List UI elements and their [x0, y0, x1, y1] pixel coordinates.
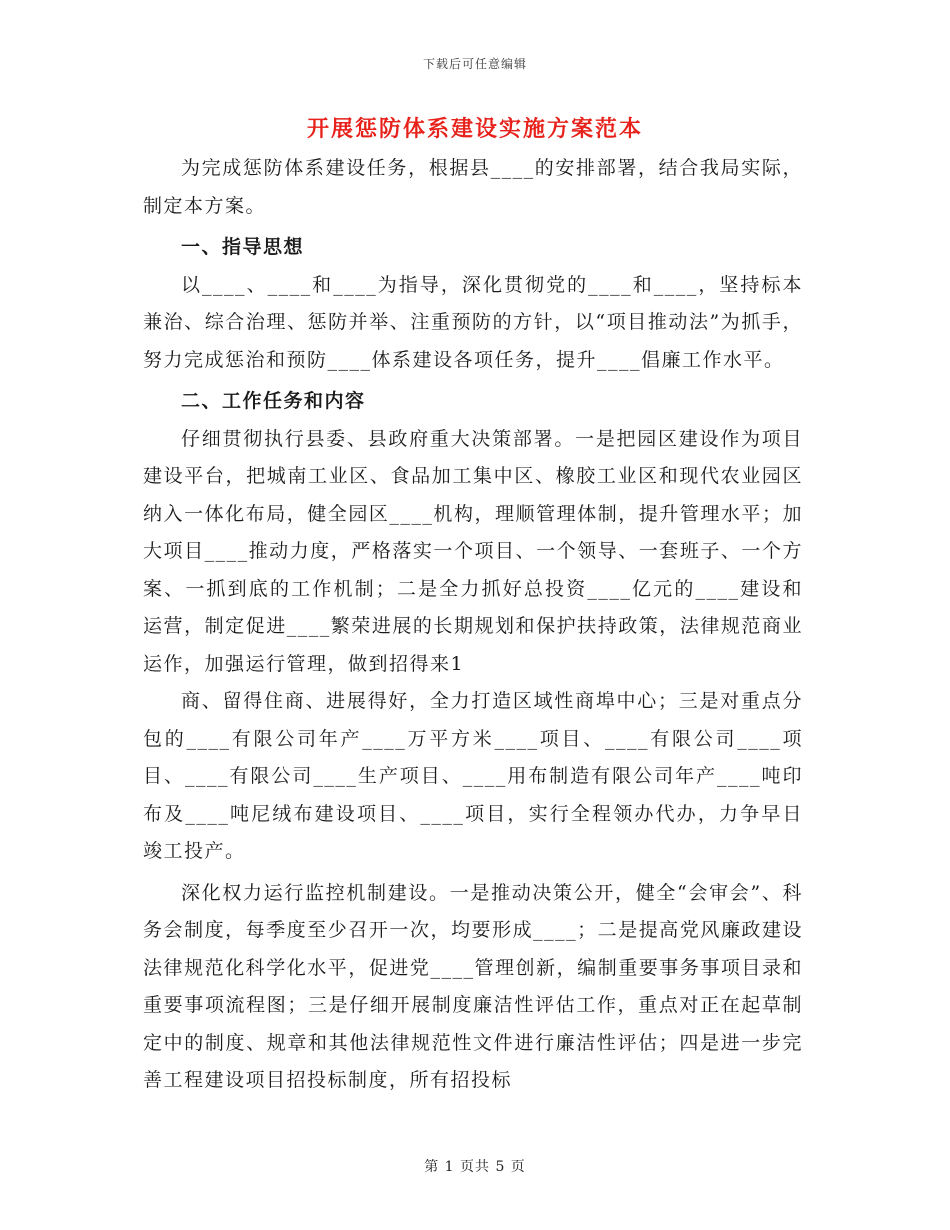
section-heading-tasks: 二、工作任务和内容 [181, 390, 366, 412]
document-body [143, 150, 803, 1100]
tasks-paragraph-1: 仔细贯彻执行县委、县政府重大决策部署。一是把园区建设作为项目建设平台，把城南工业区、食品加工集中区、橡胶工业区和现代农业园区纳入一体化布局，健全园区____机构，理顺管理体制，提升管理水平；加大项目____推动力度，严格落实一个项目、一个领导、一套班子、一个方案、一抓到底的工作机制；二是全力抓好总投资____亿元的____建设和运营，制定促进____繁荣进展的长期规划和保护扶持政策，法律规范商业运作，加强运行管理，做到招得来1 [143, 427, 803, 675]
intro-paragraph: 为完成惩防体系建设任务，根据县____的安排部署，结合我局实际，制定本方案。 [143, 157, 803, 217]
page-number: 第 1 页共 5 页 [424, 1159, 526, 1175]
tasks-paragraph-3: 深化权力运行监控机制建设。一是推动决策公开，健全“会审会”、科务会制度，每季度至少召开一次，均要形成____；二是提高党风廉政建设法律规范化科学化水平，促进党____管理创新，编制重要事务事项目录和重要事项流程图；三是仔细开展制度廉洁性评估工作，重点对正在起草制定中的制度、规章和其他法律规范性文件进行廉洁性评估；四是进一步完善工程建设项目招投标制度，所有招投标 [143, 881, 803, 1091]
section-heading-guiding-ideology: 一、指导思想 [181, 236, 305, 258]
tasks-paragraph-2: 商、留得住商、进展得好，全力打造区域性商埠中心；三是对重点分包的____有限公司年产____万平方米____项目、____有限公司____项目、____有限公司____生产项目、____用布制造有限公司年产____吨印布及____吨尼绒布建设项目、____项目，实行全程领办代办，力争早日竣工投产。 [143, 690, 803, 862]
guiding-ideology-paragraph: 以____、____和____为指导，深化贯彻党的____和____，坚持标本兼治、综合治理、惩防并举、注重预防的方针，以“项目推动法”为抓手，努力完成惩治和预防____体系建设各项任务，提升____倡廉工作水平。 [143, 273, 803, 371]
document-title: 开展惩防体系建设实施方案范本 [306, 116, 643, 142]
header-note: 下载后可任意编辑 [422, 57, 527, 71]
